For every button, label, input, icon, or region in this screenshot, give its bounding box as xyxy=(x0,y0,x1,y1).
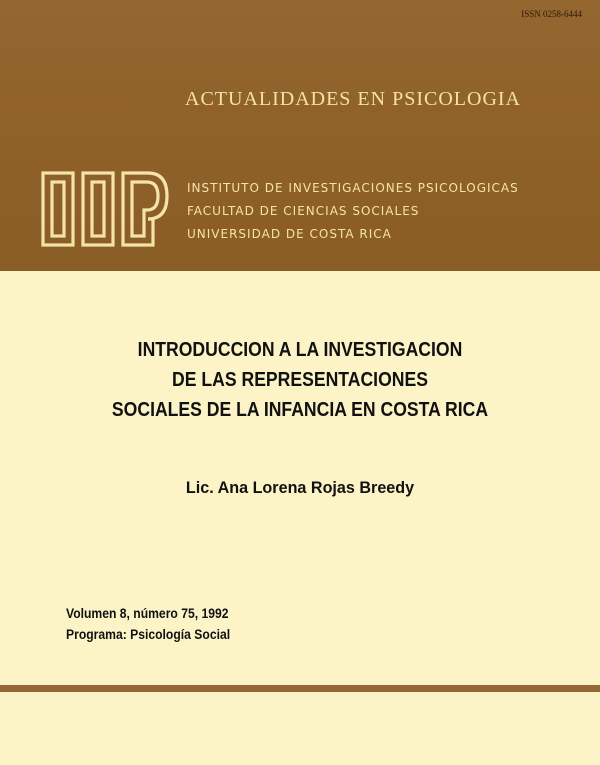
institution-line-3: UNIVERSIDAD DE COSTA RICA xyxy=(187,227,392,241)
footer-rule xyxy=(0,685,600,692)
program-info: Programa: Psicología Social xyxy=(66,627,231,642)
title-line-2: DE LAS REPRESENTACIONES xyxy=(172,369,428,391)
document-title xyxy=(36,335,564,425)
series-title: ACTUALIDADES EN PSICOLOGIA xyxy=(185,88,521,110)
author-name: Lic. Ana Lorena Rojas Breedy xyxy=(185,478,415,497)
volume-info: Volumen 8, número 75, 1992 xyxy=(66,606,229,621)
institution-line-2: FACULTAD DE CIENCIAS SOCIALES xyxy=(187,204,420,218)
title-line-1: INTRODUCCION A LA INVESTIGACION xyxy=(137,339,463,361)
issn-label: ISSN 0258-6444 xyxy=(521,9,582,19)
title-line-3: SOCIALES DE LA INFANCIA EN COSTA RICA xyxy=(111,399,489,421)
institution-block xyxy=(187,177,519,246)
publication-info xyxy=(66,603,230,645)
iip-logo xyxy=(40,170,170,248)
institution-line-1: INSTITUTO DE INVESTIGACIONES PSICOLOGICAS xyxy=(187,181,519,195)
header-band xyxy=(0,0,600,271)
